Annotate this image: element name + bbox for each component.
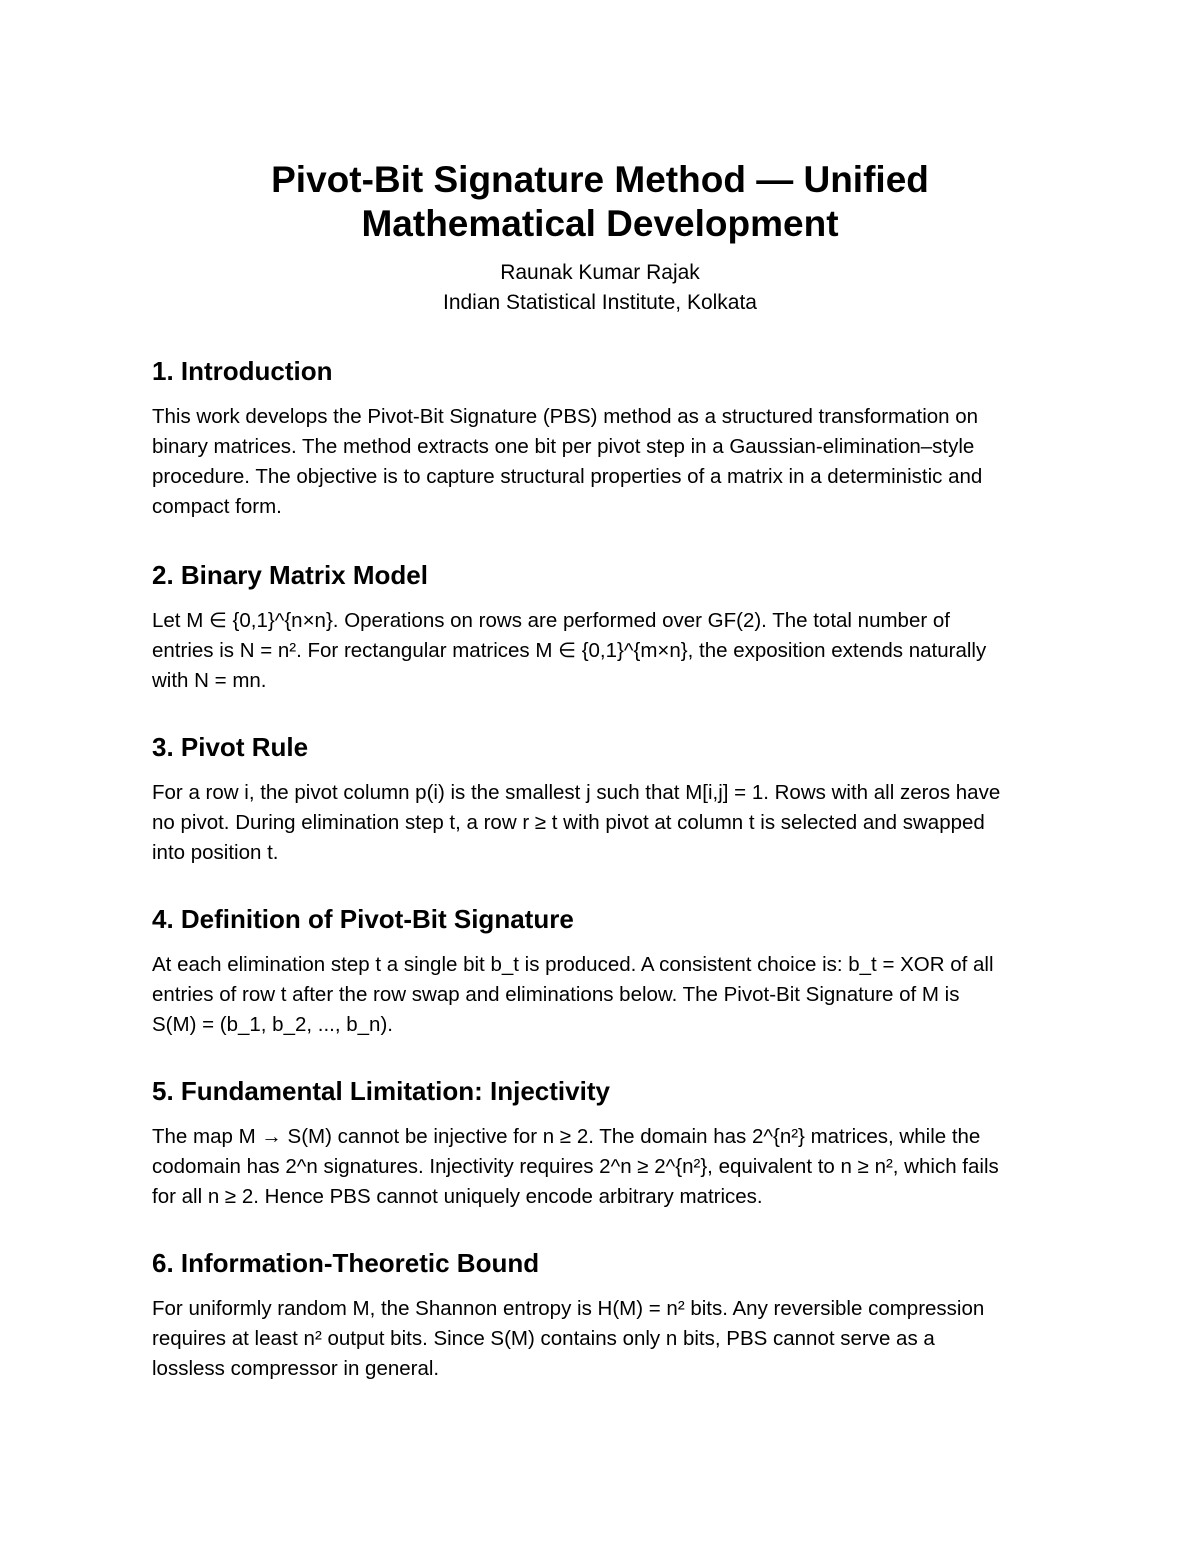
paragraph-line: Let M ∈ {0,1}^{n×n}. Operations on rows are performed over GF(2). The total number of [152,609,950,632]
paragraph-line: S(M) = (b_1, b_2, ..., b_n). [152,1013,393,1036]
section-heading: 4. Definition of Pivot-Bit Signature [152,904,574,934]
paragraph-line: codomain has 2^n signatures. Injectivity requires 2^n ≥ 2^{n²}, equivalent to n ≥ n², which fails [152,1155,999,1178]
paragraph-line: For uniformly random M, the Shannon entropy is H(M) = n² bits. Any reversible compression [152,1297,985,1320]
section-definition [152,902,1048,1040]
paragraph-line: For a row i, the pivot column p(i) is the smallest j such that M[i,j] = 1. Rows with all zeros have [152,781,1001,804]
paragraph-line: requires at least n² output bits. Since S(M) contains only n bits, PBS cannot serve as a [152,1327,935,1350]
author-affiliation: Indian Statistical Institute, Kolkata [442,291,757,314]
section-paragraph [152,950,1048,1040]
paragraph-line: procedure. The objective is to capture structural properties of a matrix in a deterministic and [152,465,983,488]
section-paragraph [152,402,1048,522]
paragraph-line: entries of row t after the row swap and eliminations below. The Pivot-Bit Signature of M is [152,983,960,1006]
author-name: Raunak Kumar Rajak [500,261,700,284]
paragraph-line: lossless compressor in general. [152,1357,440,1380]
section-injectivity [152,1074,1048,1212]
section-heading: 3. Pivot Rule [152,732,309,762]
paragraph-line: with N = mn. [152,669,267,692]
section-heading: 5. Fundamental Limitation: Injectivity [152,1076,610,1106]
paragraph-line: The map M → S(M) cannot be injective for n ≥ 2. The domain has 2^{n²} matrices, while the [152,1125,981,1148]
paragraph-line: for all n ≥ 2. Hence PBS cannot uniquely encode arbitrary matrices. [152,1185,763,1208]
section-paragraph [152,1294,1048,1384]
section-heading: 1. Introduction [152,356,333,386]
paragraph-line: into position t. [152,841,279,864]
paper-title-line-1: Pivot-Bit Signature Method — Unified [271,159,929,200]
section-binary-matrix-model [152,558,1048,696]
paragraph-line: entries is N = n². For rectangular matrices M ∈ {0,1}^{m×n}, the exposition extends naturally [152,639,987,662]
paragraph-line: At each elimination step t a single bit b_t is produced. A consistent choice is: b_t = XOR of all [152,953,994,976]
paper-title-line-2: Mathematical Development [361,203,839,244]
section-information-bound [152,1246,1048,1384]
section-paragraph [152,1122,1048,1212]
paper-title [152,158,1048,246]
paragraph-line: no pivot. During elimination step t, a row r ≥ t with pivot at column t is selected and swapped [152,811,985,834]
section-heading: 2. Binary Matrix Model [152,560,428,590]
paragraph-line: This work develops the Pivot-Bit Signature (PBS) method as a structured transformation on [152,405,979,428]
section-heading: 6. Information-Theoretic Bound [152,1248,540,1278]
section-introduction [152,354,1048,522]
section-pivot-rule [152,730,1048,868]
paragraph-line: binary matrices. The method extracts one bit per pivot step in a Gaussian-elimination–style [152,435,975,458]
section-paragraph [152,778,1048,868]
section-paragraph [152,606,1048,696]
paragraph-line: compact form. [152,495,282,518]
